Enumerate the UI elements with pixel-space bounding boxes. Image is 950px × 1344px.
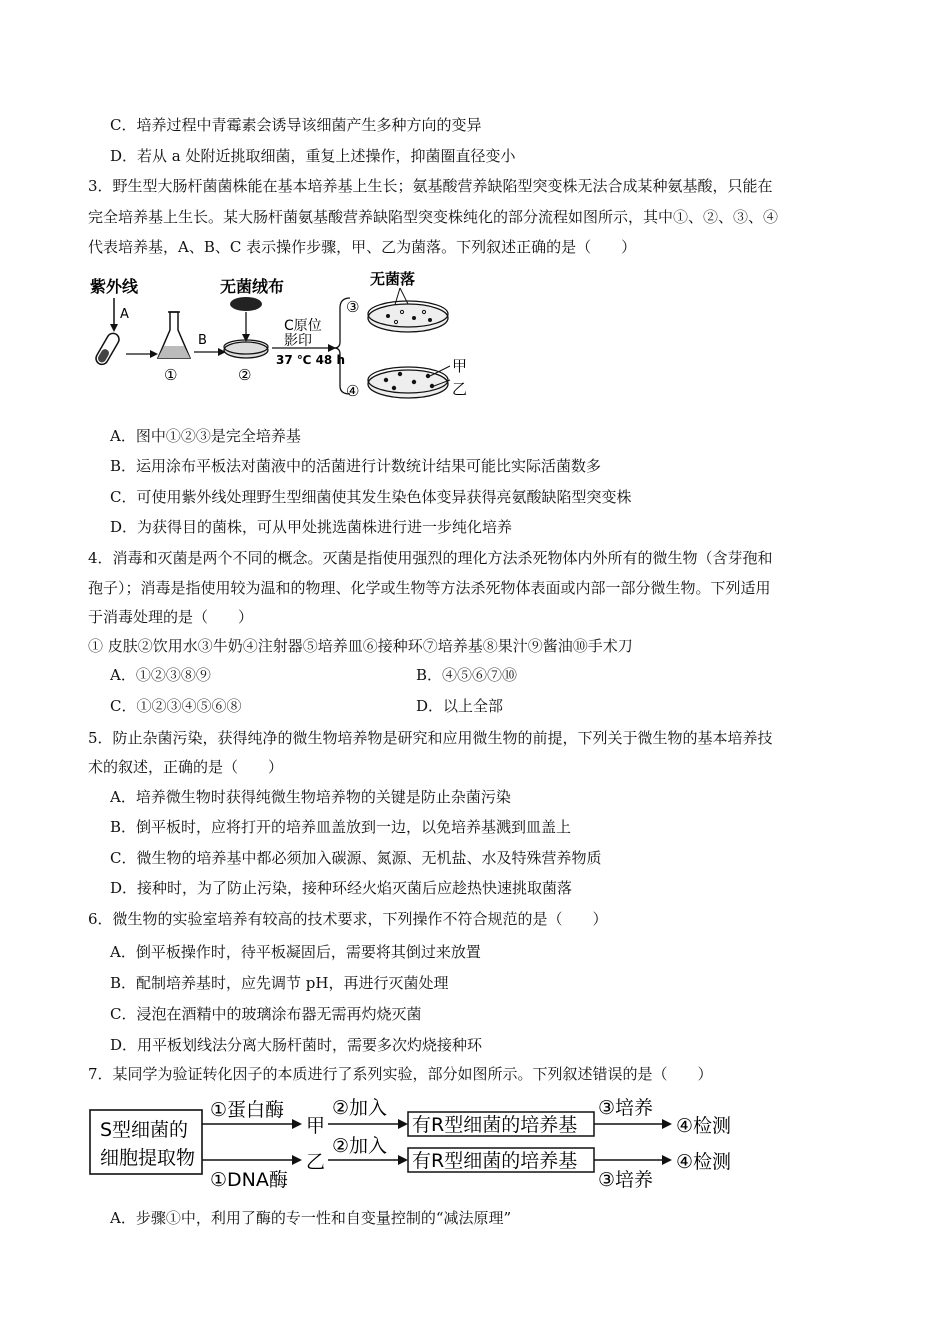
option-3d: D．为获得目的菌株，可从甲处挑选菌株进行进一步纯化培养 — [110, 518, 513, 536]
test-tube-icon — [94, 331, 121, 366]
step-b-label: B — [198, 333, 207, 348]
option-5a: A．培养微生物时获得纯微生物培养物的关键是防止杂菌污染 — [110, 788, 511, 806]
colony-yi-label: 乙 — [452, 380, 468, 398]
medium-label-2: 有R型细菌的培养基 — [412, 1150, 578, 1172]
question-3-line-3: 代表培养基，A、B、C 表示操作步骤，甲、乙为菌落。下列叙述正确的是（ ） — [88, 238, 637, 256]
option-5b: B．倒平板时，应将打开的培养皿盖放到一边，以免培养基溅到皿盖上 — [110, 818, 572, 836]
question-3-line-1: 3．野生型大肠杆菌菌株能在基本培养基上生长；氨基酸营养缺陷型突变株无法合成某种氨基酸，只能在 — [88, 177, 773, 195]
protease-label: ①蛋白酶 — [210, 1099, 285, 1121]
medium-1-label: ① — [164, 366, 178, 384]
culture-label-1: ③培养 — [598, 1097, 654, 1119]
option-2d: D．若从 a 处附近挑取细菌，重复上述操作，抑菌圈直径变小 — [110, 147, 516, 165]
option-2c: C．培养过程中青霉素会诱导该细菌产生多种方向的变异 — [110, 116, 482, 134]
option-5c: C．微生物的培养基中都必须加入碳源、氮源、无机盐、水及特殊营养物质 — [110, 849, 602, 867]
option-5d: D．接种时，为了防止污染，接种环经火焰灭菌后应趁热快速挑取菌落 — [110, 879, 573, 897]
option-6c: C．浸泡在酒精中的玻璃涂布器无需再灼烧灭菌 — [110, 1005, 422, 1023]
detect-label-1: ④检测 — [676, 1115, 732, 1137]
step-c-label-1: C原位 — [284, 318, 322, 334]
colony-jia-label: 甲 — [452, 357, 468, 375]
detect-label-2: ④检测 — [676, 1151, 732, 1173]
question-6-line-1: 6．微生物的实验室培养有较高的技术要求，下列操作不符合规范的是（ ） — [88, 910, 608, 928]
extract-label-1: S型细菌的 — [100, 1119, 189, 1141]
option-6d: D．用平板划线法分离大肠杆菌时，需要多次灼烧接种环 — [110, 1036, 483, 1054]
question-3-line-2: 完全培养基上生长。某大肠杆菌氨基酸营养缺陷型突变株纯化的部分流程如图所示，其中①、②、③、④ — [88, 208, 779, 226]
medium-3-label: ③ — [346, 298, 360, 316]
medium-4-label: ④ — [346, 382, 360, 400]
plate-3-icon — [368, 301, 448, 332]
group-yi-label: 乙 — [306, 1151, 326, 1173]
question-4-line-3: 于消毒处理的是（ ） — [88, 608, 254, 626]
velvet-cloth-icon — [230, 297, 262, 311]
step-a-label: A — [120, 307, 129, 322]
question-5-line-2: 术的叙述，正确的是（ ） — [88, 758, 284, 776]
step-c-label-2: 影印 — [284, 333, 312, 349]
uv-label: 紫外线 — [90, 277, 139, 296]
option-4c: C．①②③④⑤⑥⑧ — [110, 697, 242, 715]
option-3b: B．运用涂布平板法对菌液中的活菌进行计数统计结果可能比实际活菌数多 — [110, 457, 602, 475]
add-label-2: ②加入 — [332, 1135, 388, 1157]
question-5-line-1: 5．防止杂菌污染，获得纯净的微生物培养物是研究和应用微生物的前提，下列关于微生物的基本培养技 — [88, 729, 773, 747]
question-7-line-1: 7．某同学为验证转化因子的本质进行了系列实验，部分如图所示。下列叙述错误的是（ ） — [88, 1065, 713, 1083]
option-7a: A．步骤①中，利用了酶的专一性和自变量控制的“减法原理” — [110, 1209, 512, 1227]
question-4-items: ① 皮肤②饮用水③牛奶④注射器⑤培养皿⑥接种环⑦培养基⑧果汁⑨酱油⑩手术刀 — [88, 637, 633, 655]
question-4-line-1: 4．消毒和灭菌是两个不同的概念。灭菌是指使用强烈的理化方法杀死物体内外所有的微生物（含芽孢和 — [88, 549, 773, 567]
condition-label: 37 ℃ 48 h — [276, 353, 346, 367]
dnase-label: ①DNA酶 — [210, 1169, 288, 1191]
no-colony-label: 无菌落 — [370, 270, 416, 288]
option-4a: A．①②③⑧⑨ — [110, 666, 211, 684]
plate-2-icon — [224, 340, 268, 358]
question-4-line-2: 孢子）；消毒是指使用较为温和的物理、化学或生物等方法杀死物体表面或内部一部分微生物。下列适用 — [88, 579, 771, 597]
option-3a: A．图中①②③是完全培养基 — [110, 427, 301, 445]
medium-label-1: 有R型细菌的培养基 — [412, 1114, 578, 1136]
transformation-experiment-diagram — [88, 1092, 768, 1192]
flask-icon — [158, 312, 190, 358]
medium-2-label: ② — [238, 366, 252, 384]
group-jia-label: 甲 — [306, 1115, 326, 1137]
culture-label-2: ③培养 — [598, 1169, 654, 1191]
add-label-1: ②加入 — [332, 1097, 388, 1119]
option-3c: C．可使用紫外线处理野生型细菌使其发生染色体变异获得亮氨酸缺陷型突变株 — [110, 488, 632, 506]
plate-4-icon — [368, 367, 448, 398]
mutant-purification-diagram — [88, 268, 488, 408]
option-6b: B．配制培养基时，应先调节 pH，再进行灭菌处理 — [110, 974, 449, 992]
option-4b: B．④⑤⑥⑦⑩ — [416, 666, 518, 684]
option-4d: D．以上全部 — [416, 697, 504, 715]
cloth-label: 无菌绒布 — [220, 277, 285, 296]
option-6a: A．倒平板操作时，待平板凝固后，需要将其倒过来放置 — [110, 943, 481, 961]
extract-label-2: 细胞提取物 — [100, 1147, 196, 1169]
